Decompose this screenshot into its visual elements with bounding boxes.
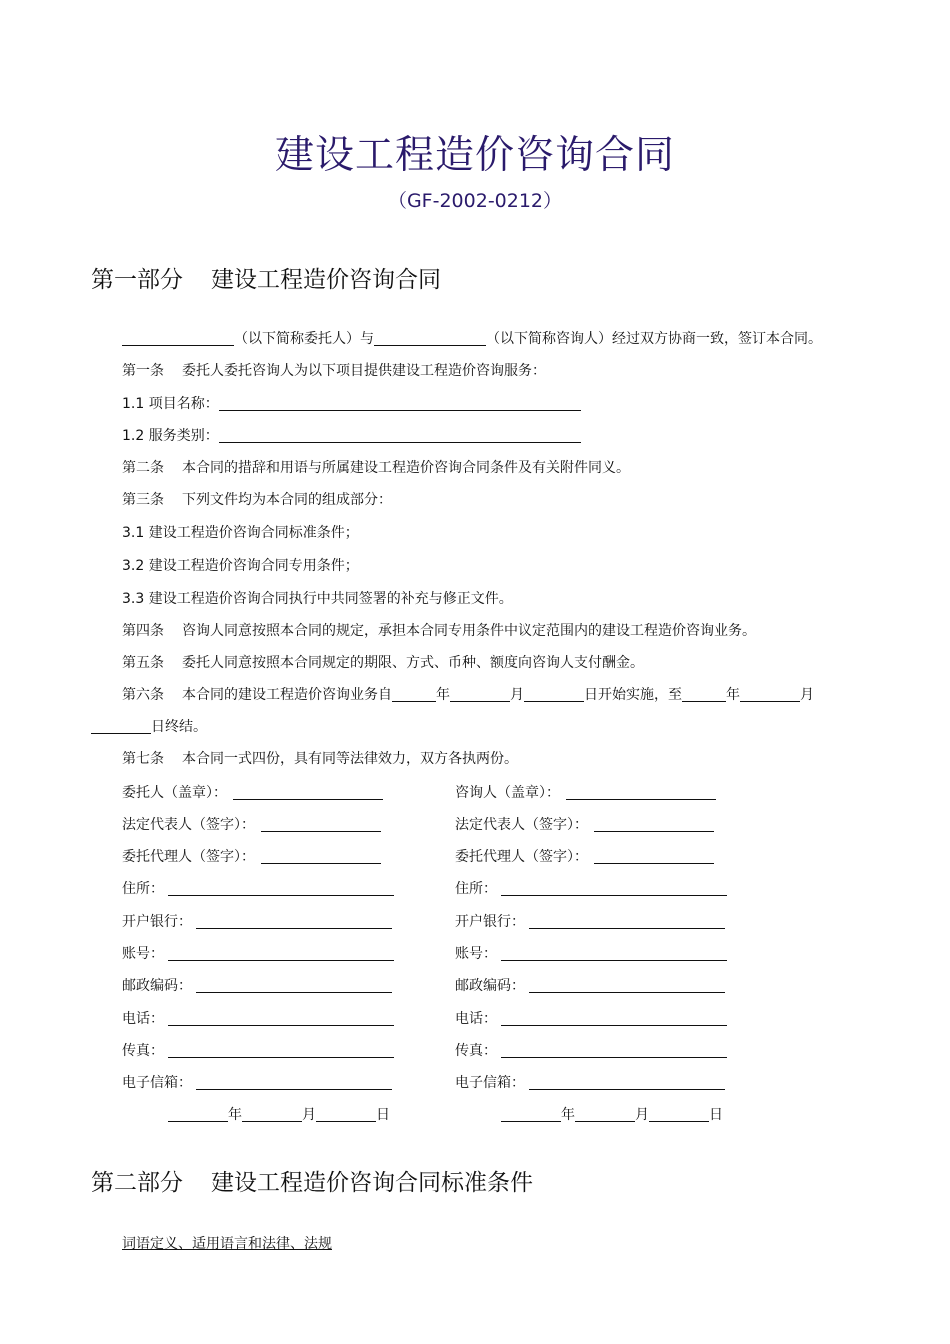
- right-agent-label: 委托代理人（签字）：: [455, 849, 588, 865]
- right-party-label: 咨询人（盖章）：: [455, 785, 560, 801]
- left-party-label: 委托人（盖章）：: [122, 785, 227, 801]
- left-postcode-row: [122, 975, 392, 997]
- right-fax-label: 传真：: [455, 1043, 497, 1059]
- left-agent-label: 委托代理人（签字）：: [122, 849, 255, 865]
- article-1-text: 委托人委托咨询人为以下项目提供建设工程造价咨询服务：: [182, 363, 546, 379]
- right-email-blank[interactable]: [529, 1073, 725, 1090]
- end-month-label: 月: [800, 687, 814, 703]
- article-1: [122, 360, 546, 382]
- document-code: （GF-2002-0212）: [387, 190, 563, 212]
- consultant-suffix: （以下简称咨询人）经过双方协商一致，签订本合同。: [486, 331, 822, 347]
- article-5-label: 第五条: [122, 655, 164, 671]
- service-type-blank[interactable]: [219, 426, 581, 443]
- article-2-label: 第二条: [122, 460, 164, 476]
- service-type-label: 1.2 服务类别：: [122, 428, 219, 444]
- left-date-row: [168, 1104, 390, 1126]
- left-party-row: [122, 782, 383, 804]
- left-legal-rep-blank[interactable]: [261, 815, 381, 832]
- start-year-label: 年: [436, 687, 450, 703]
- left-bank-row: [122, 911, 392, 933]
- right-agent-blank[interactable]: [594, 847, 714, 864]
- right-legal-rep-row: [455, 814, 714, 836]
- left-legal-rep-row: [122, 814, 381, 836]
- right-bank-label: 开户银行：: [455, 914, 525, 930]
- right-date-year-label: 年: [561, 1107, 575, 1123]
- right-agent-row: [455, 846, 714, 868]
- left-address-blank[interactable]: [168, 879, 394, 896]
- right-account-label: 账号：: [455, 946, 497, 962]
- right-postcode-label: 邮政编码：: [455, 978, 525, 994]
- left-date-month-blank[interactable]: [242, 1105, 302, 1122]
- article-6-text: 本合同的建设工程造价咨询业务自: [182, 687, 392, 703]
- article-6-continued: [91, 716, 207, 738]
- project-name-label: 1.1 项目名称：: [122, 396, 219, 412]
- left-postcode-label: 邮政编码：: [122, 978, 192, 994]
- article-3-label: 第三条: [122, 492, 164, 508]
- start-month-label: 月: [510, 687, 524, 703]
- right-bank-blank[interactable]: [529, 912, 725, 929]
- left-fax-row: [122, 1040, 394, 1062]
- right-date-row: [501, 1104, 723, 1126]
- left-phone-label: 电话：: [122, 1011, 164, 1027]
- right-date-day-blank[interactable]: [649, 1105, 709, 1122]
- right-postcode-blank[interactable]: [529, 976, 725, 993]
- right-postcode-row: [455, 975, 725, 997]
- article-2-text: 本合同的措辞和用语与所属建设工程造价咨询合同条件及有关附件同义。: [182, 460, 630, 476]
- end-day-blank[interactable]: [91, 717, 151, 734]
- left-bank-label: 开户银行：: [122, 914, 192, 930]
- left-date-year-label: 年: [228, 1107, 242, 1123]
- article-7-label: 第七条: [122, 751, 164, 767]
- article-6-label: 第六条: [122, 687, 164, 703]
- left-postcode-blank[interactable]: [196, 976, 392, 993]
- part-one-title: 建设工程造价咨询合同: [211, 267, 441, 293]
- client-suffix: （以下简称委托人）与: [234, 331, 374, 347]
- end-year-blank[interactable]: [682, 685, 726, 702]
- article-4-label: 第四条: [122, 623, 164, 639]
- article-6: [122, 684, 814, 706]
- end-year-label: 年: [726, 687, 740, 703]
- right-legal-rep-label: 法定代表人（签字）：: [455, 817, 588, 833]
- left-agent-blank[interactable]: [261, 847, 381, 864]
- left-address-label: 住所：: [122, 881, 164, 897]
- left-party-blank[interactable]: [233, 783, 383, 800]
- end-text: 日终结。: [151, 719, 207, 735]
- article-3-text: 下列文件均为本合同的组成部分：: [182, 492, 392, 508]
- right-address-blank[interactable]: [501, 879, 727, 896]
- item-3-3: 3.3 建设工程造价咨询合同执行中共同签署的补充与修正文件。: [122, 591, 513, 607]
- article-2: [122, 457, 630, 479]
- right-phone-row: [455, 1008, 727, 1030]
- left-account-label: 账号：: [122, 946, 164, 962]
- right-email-row: [455, 1072, 725, 1094]
- left-date-day-label: 日: [376, 1107, 390, 1123]
- left-address-row: [122, 878, 394, 900]
- article-7-text: 本合同一式四份，具有同等法律效力，双方各执两份。: [182, 751, 518, 767]
- item-3-2: 3.2 建设工程造价咨询合同专用条件；: [122, 558, 359, 574]
- part-two-label: 第二部分: [91, 1170, 183, 1196]
- right-email-label: 电子信箱：: [455, 1075, 525, 1091]
- article-4-text: 咨询人同意按照本合同的规定，承担本合同专用条件中议定范围内的建设工程造价咨询业务。: [182, 623, 756, 639]
- left-legal-rep-label: 法定代表人（签字）：: [122, 817, 255, 833]
- right-legal-rep-blank[interactable]: [594, 815, 714, 832]
- start-text: 日开始实施，至: [584, 687, 682, 703]
- right-account-row: [455, 943, 727, 965]
- start-day-blank[interactable]: [524, 685, 584, 702]
- article-1-label: 第一条: [122, 363, 164, 379]
- project-name-blank[interactable]: [219, 394, 581, 411]
- intro-line: [122, 328, 822, 350]
- section-heading: 词语定义、适用语言和法律、法规: [122, 1236, 332, 1252]
- left-account-row: [122, 943, 394, 965]
- article-4: [122, 620, 756, 642]
- article-3: [122, 489, 392, 511]
- left-date-day-blank[interactable]: [316, 1105, 376, 1122]
- left-fax-label: 传真：: [122, 1043, 164, 1059]
- left-phone-row: [122, 1008, 394, 1030]
- left-phone-blank[interactable]: [168, 1009, 394, 1026]
- left-account-blank[interactable]: [168, 944, 394, 961]
- item-3-1: 3.1 建设工程造价咨询合同标准条件；: [122, 525, 359, 541]
- part-two-heading: [91, 1167, 533, 1199]
- right-date-month-label: 月: [635, 1107, 649, 1123]
- right-fax-blank[interactable]: [501, 1041, 727, 1058]
- client-name-blank[interactable]: [122, 329, 234, 346]
- right-date-month-blank[interactable]: [575, 1105, 635, 1122]
- right-address-label: 住所：: [455, 881, 497, 897]
- left-email-row: [122, 1072, 392, 1094]
- article-5: [122, 652, 644, 674]
- item-1-1: [122, 393, 581, 415]
- right-party-row: [455, 782, 716, 804]
- end-month-blank[interactable]: [740, 685, 800, 702]
- right-phone-label: 电话：: [455, 1011, 497, 1027]
- part-one-heading: [91, 264, 441, 296]
- left-date-month-label: 月: [302, 1107, 316, 1123]
- left-date-year-blank[interactable]: [168, 1105, 228, 1122]
- left-bank-blank[interactable]: [196, 912, 392, 929]
- right-account-blank[interactable]: [501, 944, 727, 961]
- right-address-row: [455, 878, 727, 900]
- item-1-2: [122, 425, 581, 447]
- start-month-blank[interactable]: [450, 685, 510, 702]
- document-title: 建设工程造价咨询合同: [274, 133, 675, 178]
- article-7: [122, 748, 518, 770]
- left-email-blank[interactable]: [196, 1073, 392, 1090]
- left-email-label: 电子信箱：: [122, 1075, 192, 1091]
- article-5-text: 委托人同意按照本合同规定的期限、方式、币种、额度向咨询人支付酬金。: [182, 655, 644, 671]
- right-fax-row: [455, 1040, 727, 1062]
- left-fax-blank[interactable]: [168, 1041, 394, 1058]
- start-year-blank[interactable]: [392, 685, 436, 702]
- part-one-label: 第一部分: [91, 267, 183, 293]
- right-phone-blank[interactable]: [501, 1009, 727, 1026]
- right-bank-row: [455, 911, 725, 933]
- part-two-title: 建设工程造价咨询合同标准条件: [211, 1170, 533, 1196]
- consultant-name-blank[interactable]: [374, 329, 486, 346]
- right-party-blank[interactable]: [566, 783, 716, 800]
- right-date-year-blank[interactable]: [501, 1105, 561, 1122]
- left-agent-row: [122, 846, 381, 868]
- right-date-day-label: 日: [709, 1107, 723, 1123]
